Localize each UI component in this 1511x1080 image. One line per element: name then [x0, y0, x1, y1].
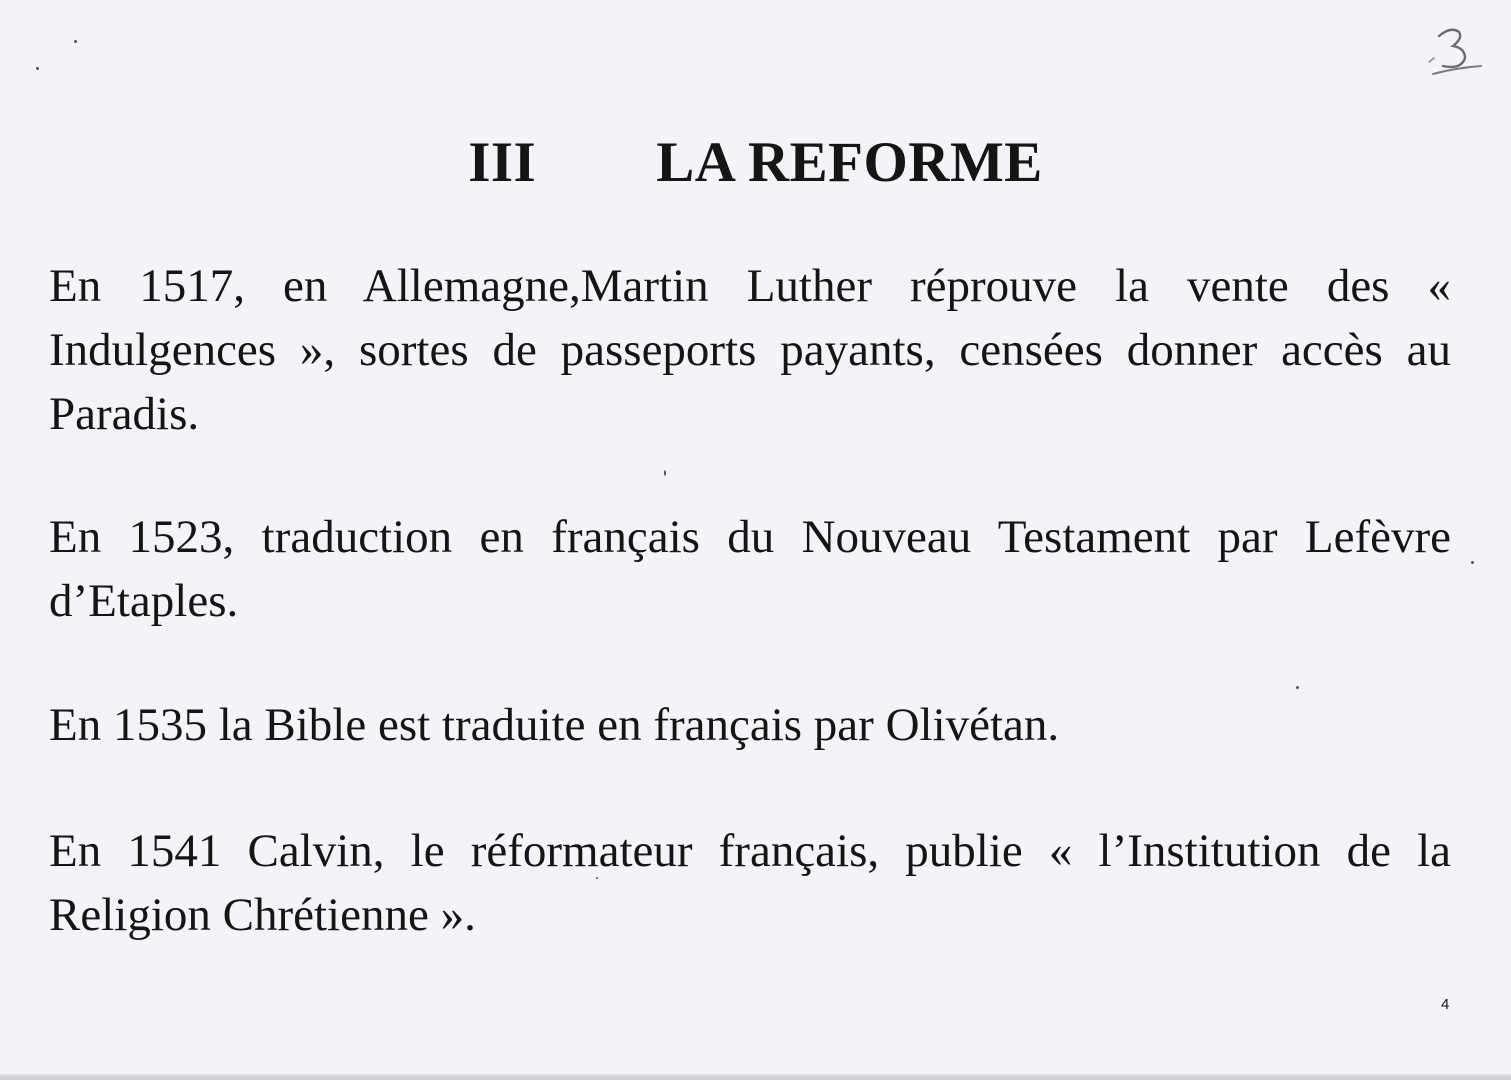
scan-speck: [74, 40, 77, 43]
scan-bottom-edge: [0, 1074, 1511, 1080]
paragraph-1517: En 1517, en Allemagne,Martin Luther réprouve la vente des « Indulgences », sortes de passeports payants, censées donner accès au Paradis.: [49, 260, 1451, 440]
page-number: 4: [1441, 996, 1450, 1013]
scan-speck: [596, 877, 598, 879]
title-text: LA REFORME: [656, 131, 1043, 194]
handwritten-page-number: [1425, 22, 1487, 80]
scan-speck: [1471, 561, 1474, 564]
paragraph-1523: En 1523, traduction en français du Nouveau Testament par Lefèvre d’Etaples.: [49, 511, 1451, 627]
scan-speck: [664, 470, 666, 476]
paragraph-1541: En 1541 Calvin, le réformateur français, publie « l’Institution de la Religion Chrétienne ».: [49, 825, 1451, 941]
paragraph-1535: En 1535 la Bible est traduite en français par Olivétan.: [49, 699, 1060, 751]
scan-speck: [1296, 686, 1299, 689]
page-title: [0, 128, 1511, 198]
title-numeral: III: [468, 131, 537, 194]
scan-speck: [36, 67, 39, 70]
